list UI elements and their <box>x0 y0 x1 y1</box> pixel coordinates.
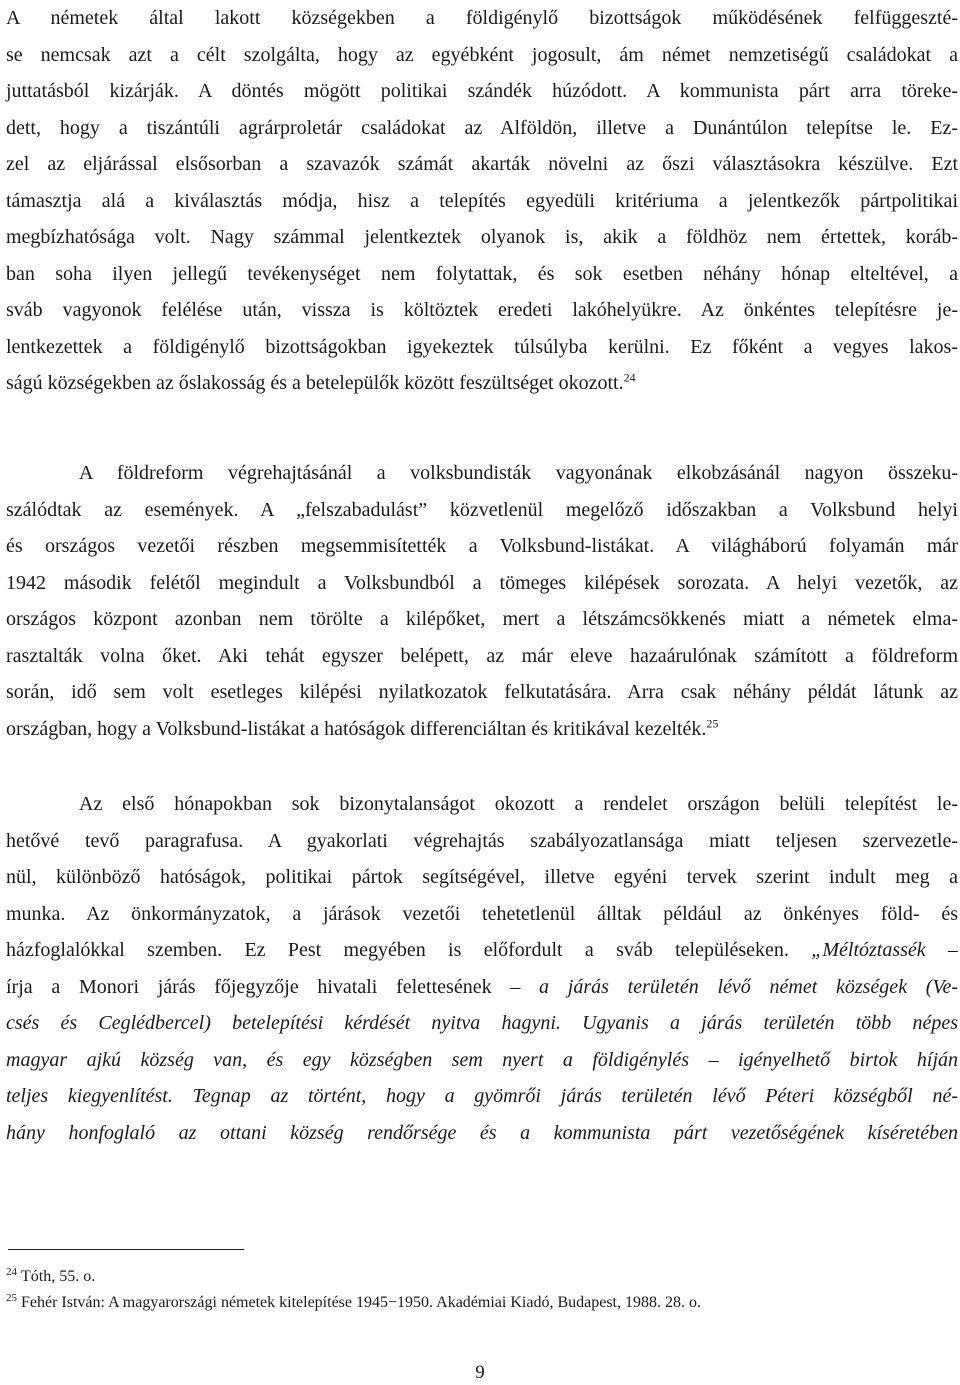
footnote-text: Fehér István: A magyarországi németek kitelepítése 1945−1950. Akadémiai Kiadó, Budapest, 1988. 28. o. <box>21 1294 701 1311</box>
footnote-reference[interactable]: 24 <box>623 370 636 385</box>
text-line: zel az eljárással elsősorban a szavazók számát akarták növelni az őszi választásokra készülve. Ezt <box>6 153 958 175</box>
text-line: 1942 második felétől megindult a Volksbundból a tömeges kilépések sorozata. A helyi vezetők, az <box>6 571 958 594</box>
text-line: országos központ azonban nem törölte a kilépőket, mert a létszámcsökkenés miatt a németek elma- <box>6 608 958 630</box>
text-line: nül, különböző hatóságok, politikai pártok segítségével, illetve egyéni tervek szerint indult meg a <box>6 866 958 888</box>
text-line: megbízhatósága volt. Nagy számmal jelentkeztek olyanok is, akik a földhöz nem értettek, koráb- <box>6 226 958 248</box>
text-line-last <box>6 365 958 402</box>
text-line: rasztalták volna őket. Aki tehát egyszer belépett, az már eleve hazaárulónak számított a földreform <box>6 644 958 667</box>
footnote-reference[interactable]: 25 <box>706 715 719 730</box>
text-line: juttatásból kizárják. A döntés mögött politikai szándék húzódott. A kommunista párt arra törekе- <box>6 80 958 102</box>
footnote-text: Tóth, 55. o. <box>21 1268 96 1285</box>
quote-line: teljes kiegyenlítést. Tegnap az történt, hogy a gyömrői járás területén lévő Péteri községből né- <box>6 1085 958 1107</box>
text-line: során, idő sem volt esetleges kilépési nyilatkozatok felkutatására. Arra csak néhány példát látunk az <box>6 681 958 703</box>
text-line-last <box>6 711 958 748</box>
footnote-item <box>6 1292 958 1314</box>
footnote-item <box>6 1266 958 1288</box>
text-line: lentkezettek a földigénylő bizottságokban igyekeztek túlsúlyba kerülni. Ez főként a vegyes lakos- <box>6 335 958 358</box>
quote-line: csés és Ceglédbercel) betelepítési kérdését nyitva hagyni. Ugyanis a járás területén több népes <box>6 1012 958 1034</box>
paragraph-1 <box>6 0 958 402</box>
text-line: se nemcsak azt a célt szolgálta, hogy az egyébként jogosult, ám német nemzetiségű családokat a <box>6 43 958 66</box>
quote-opening: „Méltóztassék – <box>811 939 959 961</box>
text-line: és országos vezetői részben megsemmisítették a Volksbund-listákat. A világháború folyamán már <box>6 535 958 557</box>
quote-line: hány honfoglaló az ottani község rendőrsége és a kommunista párt vezetőségének kíséretében <box>6 1121 958 1144</box>
paragraph-3 <box>6 786 958 1151</box>
text-line-content: ságú községekben az őslakosság és a betelepülők között feszültséget okozott. <box>6 372 624 394</box>
text-line: sváb vagyonok felélése után, vissza is költöztek eredeti lakóhelyükre. Az önkéntes telepítésre je- <box>6 299 958 321</box>
quote-line: magyar ajkú község van, és egy községben sem nyert a földigénylés – igényelhető birtok híján <box>6 1048 958 1071</box>
text-line: munka. Az önkormányzatok, a járások vezetői tehetetlenül álltak például az önkényes föld- és <box>6 902 958 925</box>
text-line: dett, hogy a tiszántúli agrárproletár családokat az Alföldön, illetve a Dunántúlon telepítse le. Ez- <box>6 116 958 139</box>
quote-text: a járás területén lévő német községek (Ve- <box>539 975 958 998</box>
footnote-separator <box>8 1249 244 1250</box>
text-line: támasztja alá a kiválasztás módja, hisz a telepítés egyedüli kritériuma a jelentkezők pártpolitikai <box>6 189 958 212</box>
footnote-number: 25 <box>6 1291 17 1304</box>
text-line: szálódtak az események. A „felszabadulást” közvetlenül megelőző időszakban a Volksbund helyi <box>6 498 958 521</box>
text-line-content: országban, hogy a Volksbund-listákat a hatóságok differenciáltan és kritikával kezelték. <box>6 717 707 740</box>
text-line-indented: A földreform végrehajtásánál a volksbundisták vagyonának elkobzásánál nagyon összeku- <box>79 462 958 484</box>
text-line-indented: Az első hónapokban sok bizonytalanságot okozott a rendelet országon belüli telepítést le- <box>79 793 958 815</box>
footnotes <box>6 1266 958 1318</box>
text-line-content: házfoglalókkal szemben. Ez Pest megyében is előfordult a sváb településeken. <box>6 939 789 961</box>
page-number: 9 <box>475 1362 485 1383</box>
footnote-number: 24 <box>6 1265 17 1278</box>
paragraph-2 <box>6 455 958 747</box>
text-line-with-quote <box>6 932 958 969</box>
text-line-content: írja a Monori járás főjegyzője hivatali felettesének – <box>6 975 521 998</box>
text-line-with-quote <box>6 969 958 1006</box>
text-line: ban soha ilyen jellegű tevékenységet nem folytattak, és sok esetben néhány hónap elteltével, a <box>6 262 958 285</box>
text-line: hetővé tevő paragrafusa. A gyakorlati végrehajtás szabályozatlansága miatt teljesen szervezetle- <box>6 829 958 852</box>
text-line: A németek által lakott községekben a földigénylő bizottságok működésének felfüggeszté- <box>6 7 958 29</box>
